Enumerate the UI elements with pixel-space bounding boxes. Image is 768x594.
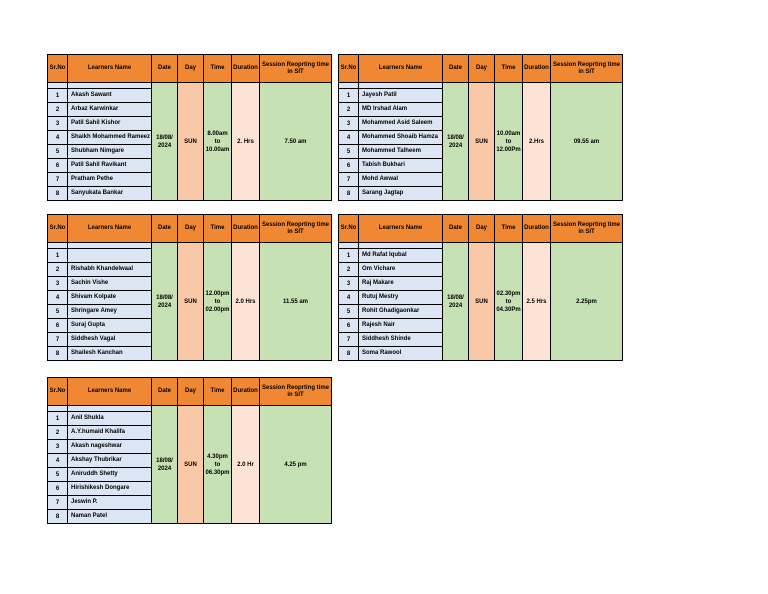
sr-no: 8 [339, 187, 359, 201]
learner-name: Shubham Nimgare [68, 145, 152, 159]
learner-name: Shivam Kolpate [68, 291, 152, 305]
sr-no: 1 [48, 249, 68, 263]
sr-no: 5 [48, 145, 68, 159]
sr-no: 8 [48, 187, 68, 201]
learner-name: Shaikh Mohammed Rameez [68, 131, 152, 145]
header-day: Day [469, 55, 495, 83]
sr-no: 3 [48, 117, 68, 131]
sr-no: 4 [48, 291, 68, 305]
session-day: SUN [469, 243, 495, 361]
header-row [48, 378, 332, 406]
sr-no: 3 [339, 277, 359, 291]
header-time: Time [204, 215, 232, 243]
header-time: Time [204, 378, 232, 406]
sr-no: 1 [48, 412, 68, 426]
sr-no: 6 [48, 482, 68, 496]
learner-name: Siddhesh Shinde [359, 333, 443, 347]
sr-no: 8 [48, 347, 68, 361]
sr-no: 1 [339, 89, 359, 103]
sr-no: 3 [48, 277, 68, 291]
session-day: SUN [178, 406, 204, 524]
learner-name: Mohammed Shoaib Hamza [359, 131, 443, 145]
learner-name: Sarang Jagtap [359, 187, 443, 201]
learner-name: Patil Sahil Ravikant [68, 159, 152, 173]
learner-name: Akash Sawant [68, 89, 152, 103]
header-name: Learners Name [359, 215, 443, 243]
session-date: 18/08/ 2024 [152, 406, 178, 524]
schedule-table-5 [47, 377, 332, 524]
header-sr: Sr.No [339, 55, 359, 83]
learner-name: Raj Makare [359, 277, 443, 291]
learner-name: Shailesh Kanchan [68, 347, 152, 361]
sr-no: 6 [48, 159, 68, 173]
sr-no: 1 [339, 249, 359, 263]
header-row [48, 55, 332, 83]
sr-no: 6 [48, 319, 68, 333]
session-time: 8.00am to 10.00am [204, 83, 232, 201]
header-sr: Sr.No [48, 215, 68, 243]
sr-no: 7 [48, 173, 68, 187]
sr-no: 5 [48, 305, 68, 319]
sr-no: 6 [339, 319, 359, 333]
header-name: Learners Name [68, 215, 152, 243]
session-duration: 2.5 Hrs [523, 243, 551, 361]
learner-name: Aniruddh Shetty [68, 468, 152, 482]
schedule-table-2 [338, 54, 623, 201]
sr-no: 7 [48, 333, 68, 347]
header-day: Day [178, 215, 204, 243]
learner-name: Sanyukata Bankar [68, 187, 152, 201]
header-date: Date [443, 55, 469, 83]
header-report: Session Reoprting time in SIT [260, 55, 332, 83]
learner-name: Sachin Vishe [68, 277, 152, 291]
learner-name: Patil Sahil Kishor [68, 117, 152, 131]
learner-name: Rohit Ghadigaonkar [359, 305, 443, 319]
learner-name: Siddhesh Vagal [68, 333, 152, 347]
sr-no: 4 [339, 131, 359, 145]
session-duration: 2. Hrs [232, 83, 260, 201]
header-row [339, 55, 623, 83]
session-duration: 2.Hrs [523, 83, 551, 201]
learner-name: Jeswin P. [68, 496, 152, 510]
session-day: SUN [178, 83, 204, 201]
header-duration: Duration [523, 55, 551, 83]
learner-name: Md Rafat Iqubal [359, 249, 443, 263]
header-row [339, 215, 623, 243]
header-name: Learners Name [68, 55, 152, 83]
learner-name: MD Irshad Alam [359, 103, 443, 117]
sr-no: 5 [339, 305, 359, 319]
session-report-time: 11.55 am [260, 243, 332, 361]
header-duration: Duration [523, 215, 551, 243]
learner-name: Suraj Gupta [68, 319, 152, 333]
session-time: 02.30pm to 04.30Pm [495, 243, 523, 361]
sr-no: 2 [48, 103, 68, 117]
sr-no: 5 [48, 468, 68, 482]
session-day: SUN [469, 83, 495, 201]
learner-name: Rajesh Nair [359, 319, 443, 333]
header-day: Day [469, 215, 495, 243]
sr-no: 1 [48, 89, 68, 103]
session-day: SUN [178, 243, 204, 361]
header-sr: Sr.No [48, 55, 68, 83]
learner-name: Hirishikesh Dongare [68, 482, 152, 496]
header-report: Session Reoprting time in SIT [551, 55, 623, 83]
header-date: Date [152, 215, 178, 243]
sr-no: 2 [339, 103, 359, 117]
session-report-time: 2.25pm [551, 243, 623, 361]
learner-name: Akash nageshwar [68, 440, 152, 454]
learner-name: Akshay Thubrikar [68, 454, 152, 468]
header-day: Day [178, 55, 204, 83]
learner-name: Anil Shukla [68, 412, 152, 426]
header-duration: Duration [232, 55, 260, 83]
learner-name: Naman Patel [68, 510, 152, 524]
sr-no: 7 [339, 333, 359, 347]
header-time: Time [495, 215, 523, 243]
learner-name: Om Vichare [359, 263, 443, 277]
session-date: 18/08/ 2024 [152, 83, 178, 201]
learner-name: Shringare Amey [68, 305, 152, 319]
header-date: Date [152, 55, 178, 83]
header-time: Time [204, 55, 232, 83]
sr-no: 4 [48, 454, 68, 468]
learner-name: Tabish Bukhari [359, 159, 443, 173]
session-report-time: 09.55 am [551, 83, 623, 201]
sr-no: 8 [48, 510, 68, 524]
session-date: 18/08/ 2024 [443, 243, 469, 361]
header-sr: Sr.No [48, 378, 68, 406]
schedule-table-1 [47, 54, 332, 201]
learner-name: Rutuj Mestry [359, 291, 443, 305]
learner-name: Mohd Awwal [359, 173, 443, 187]
learner-name: Mohammed Talheem [359, 145, 443, 159]
session-report-time: 4.25 pm [260, 406, 332, 524]
header-date: Date [152, 378, 178, 406]
header-name: Learners Name [359, 55, 443, 83]
sr-no: 7 [339, 173, 359, 187]
session-duration: 2.0 Hr [232, 406, 260, 524]
sr-no: 4 [48, 131, 68, 145]
sr-no: 2 [48, 263, 68, 277]
session-time: 4.30pm to 06.30pm [204, 406, 232, 524]
sr-no: 3 [339, 117, 359, 131]
learner-name: Mohammed Asid Saleem [359, 117, 443, 131]
header-report: Session Reoprting time in SIT [551, 215, 623, 243]
header-report: Session Reoprting time in SIT [260, 215, 332, 243]
session-time: 12.00pm to 02.00pm [204, 243, 232, 361]
learner-name [68, 249, 152, 263]
header-sr: Sr.No [339, 215, 359, 243]
header-duration: Duration [232, 215, 260, 243]
sr-no: 5 [339, 145, 359, 159]
session-date: 18/08/ 2024 [443, 83, 469, 201]
header-name: Learners Name [68, 378, 152, 406]
sr-no: 7 [48, 496, 68, 510]
sr-no: 3 [48, 440, 68, 454]
learner-name: Arbaz Karwinkar [68, 103, 152, 117]
schedule-table-3 [47, 214, 332, 361]
session-report-time: 7.50 am [260, 83, 332, 201]
learner-name: A.Y.humaid Khalifa [68, 426, 152, 440]
header-date: Date [443, 215, 469, 243]
header-report: Session Reoprting time in SIT [260, 378, 332, 406]
learner-name: Rishabh Khandelwaal [68, 263, 152, 277]
sr-no: 4 [339, 291, 359, 305]
learner-name: Pratham Pethe [68, 173, 152, 187]
session-time: 10.00am to 12.00Pm [495, 83, 523, 201]
learner-name: Jayesh Patil [359, 89, 443, 103]
sr-no: 2 [48, 426, 68, 440]
sr-no: 8 [339, 347, 359, 361]
sr-no: 2 [339, 263, 359, 277]
header-row [48, 215, 332, 243]
session-duration: 2.0 Hrs [232, 243, 260, 361]
sr-no: 6 [339, 159, 359, 173]
learner-name: Soma Rawool [359, 347, 443, 361]
header-duration: Duration [232, 378, 260, 406]
session-date: 18/08/ 2024 [152, 243, 178, 361]
schedule-table-4 [338, 214, 623, 361]
header-time: Time [495, 55, 523, 83]
header-day: Day [178, 378, 204, 406]
